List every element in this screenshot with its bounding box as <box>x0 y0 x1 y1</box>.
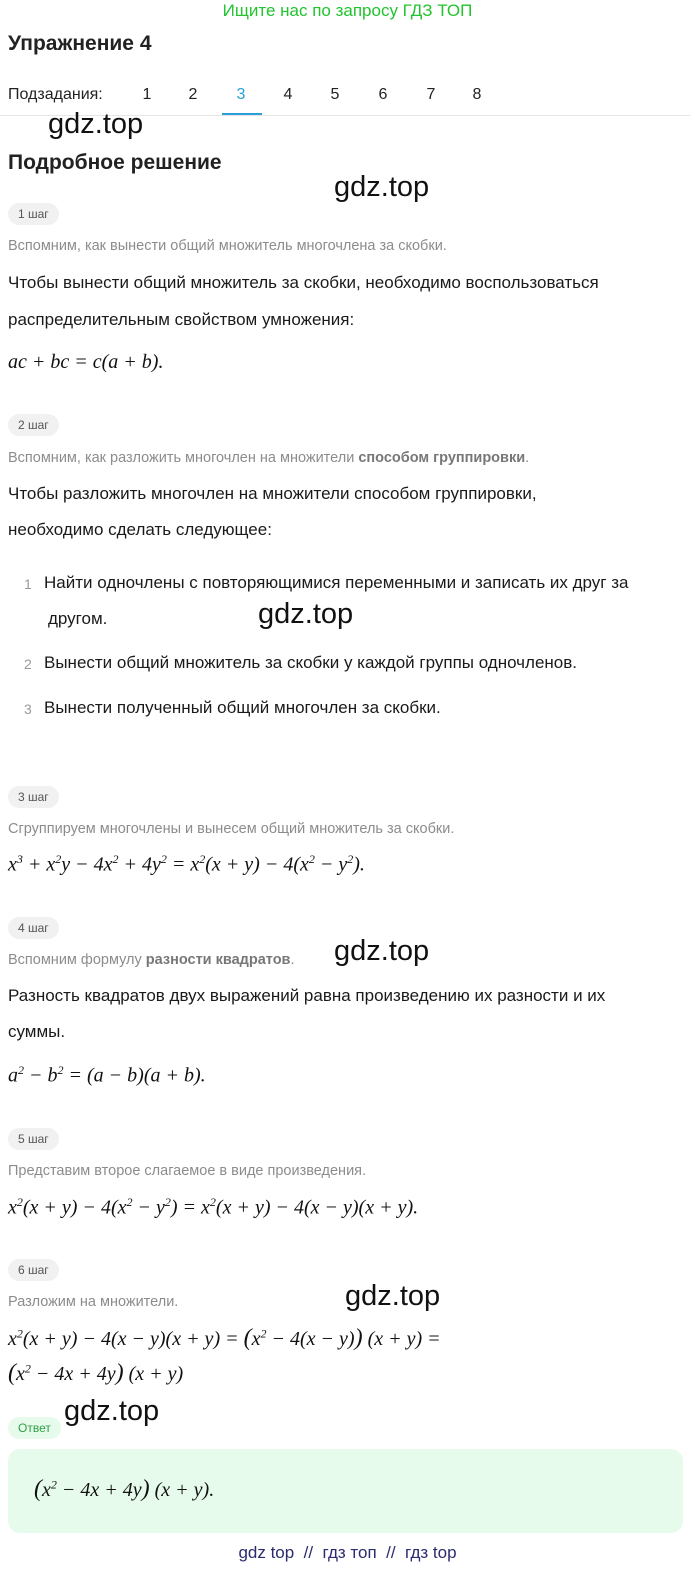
step-2-text-line-2: необходимо сделать следующее: <box>8 520 272 539</box>
tab-subtask-7[interactable]: 7 <box>426 86 436 103</box>
formula-distributive: ac + bc = c(a + b). <box>8 351 164 373</box>
tab-subtask-6[interactable]: 6 <box>378 86 388 103</box>
tab-subtask-8[interactable]: 8 <box>472 86 482 103</box>
step-2-hint: Вспомним, как разложить многочлен на множители способом группировки. <box>8 450 530 466</box>
section-title: Подробное решение <box>8 151 222 174</box>
step-4-hint: Вспомним формулу разности квадратов. <box>8 952 295 968</box>
step-5-badge: 5 шаг <box>8 1128 59 1150</box>
step-3-hint: Сгруппируем многочлены и вынесем общий множитель за скобки. <box>8 821 455 837</box>
step-4-text-line-1: Разность квадратов двух выражений равна произведению их разности и их <box>8 986 606 1005</box>
tab-subtask-1[interactable]: 1 <box>142 86 152 103</box>
tab-subtask-3[interactable]: 3 <box>236 86 246 103</box>
step-6-hint: Разложим на множители. <box>8 1294 179 1310</box>
tab-subtask-2[interactable]: 2 <box>188 86 198 103</box>
watermark: gdz.top <box>258 598 354 630</box>
list-item-1-line-1: Найти одночлены с повторяющимися переменными и записать их друг за <box>44 573 629 592</box>
list-item-number: 2 <box>24 656 32 672</box>
list-item-number: 3 <box>24 701 32 717</box>
step-4-hint-term: разности квадратов <box>145 952 291 968</box>
footer-links[interactable]: gdz top // гдз топ // гдз top <box>238 1543 457 1562</box>
watermark: gdz.top <box>334 171 430 203</box>
list-item-1-line-2: другом. <box>48 609 108 628</box>
step-1-text-line-1: Чтобы вынести общий множитель за скобки, необходимо воспользоваться <box>8 273 599 292</box>
formula-difference-of-squares: $a^2 - b^2 = (a - b)(a + b)$. <box>8 1063 206 1087</box>
watermark: gdz.top <box>345 1280 441 1312</box>
subtasks-label: Подзадания: <box>8 86 103 103</box>
list-item-number: 1 <box>24 576 32 592</box>
watermark: gdz.top <box>64 1395 160 1427</box>
step-4-text-line-2: суммы. <box>8 1022 66 1041</box>
formula-factor-line-1: $x^2(x + y) - 4(x - y)(x + y) = (x^2 - 4(x - y)) (x + y)$ = <box>8 1325 441 1351</box>
formula-grouping: $x^3 + x^2y - 4x^2 + 4y^2 = x^2(x + y) - 4(x^2 - y^2)$. <box>8 852 365 876</box>
step-2-badge: 2 шаг <box>8 414 59 436</box>
step-1-text-line-2: распределительным свойством умножения: <box>8 310 355 329</box>
list-item-2: Вынести общий множитель за скобки у каждой группы одночленов. <box>44 653 578 672</box>
answer-formula: $(x^2 - 4x + 4y) (x + y)$. <box>34 1476 215 1502</box>
step-3-badge: 3 шаг <box>8 786 59 808</box>
formula-product: $x^2(x + y) - 4(x^2 - y^2) = x^2(x + y) - 4(x - y)(x + y)$. <box>8 1195 419 1219</box>
answer-badge: Ответ <box>8 1417 61 1439</box>
list-item-3: Вынести полученный общий многочлен за скобки. <box>44 698 441 717</box>
watermark: gdz.top <box>48 108 144 140</box>
step-6-badge: 6 шаг <box>8 1259 59 1281</box>
step-5-hint: Представим второе слагаемое в виде произведения. <box>8 1163 367 1179</box>
step-2-text-line-1: Чтобы разложить многочлен на множители способом группировки, <box>8 484 537 503</box>
formula-factor-line-2: $(x^2 - 4x + 4y) (x + y)$ <box>8 1360 184 1386</box>
step-1-hint: Вспомним, как вынести общий множитель многочлена за скобки. <box>8 238 447 254</box>
step-2-hint-term: способом группировки <box>358 450 526 466</box>
search-banner[interactable]: Ищите нас по запросу ГДЗ ТОП <box>222 1 473 20</box>
tab-subtask-4[interactable]: 4 <box>283 86 293 103</box>
step-1-badge: 1 шаг <box>8 203 59 225</box>
active-tab-indicator <box>222 113 262 115</box>
watermark: gdz.top <box>334 935 430 967</box>
page-title: Упражнение 4 <box>8 32 152 55</box>
step-4-badge: 4 шаг <box>8 917 59 939</box>
tab-subtask-5[interactable]: 5 <box>330 86 340 103</box>
